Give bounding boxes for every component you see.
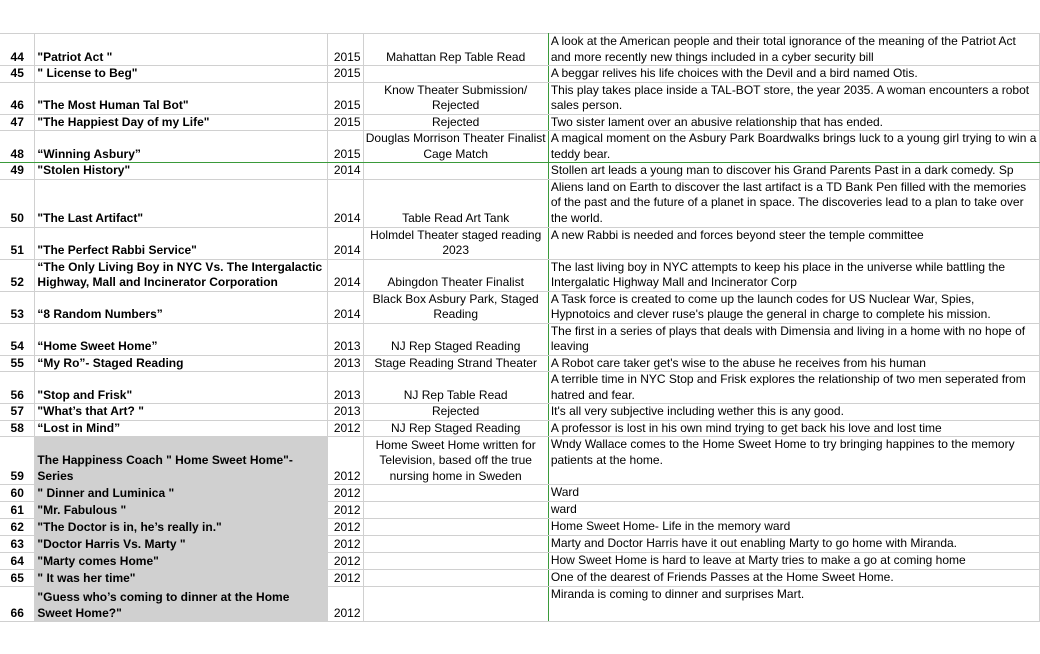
year-cell[interactable]: 2012	[328, 420, 363, 437]
row-number-cell[interactable]: 44	[0, 34, 35, 66]
description-cell[interactable]: A Robot care taker get's wise to the abuse he receives from his human	[548, 355, 1039, 372]
row-number-cell[interactable]: 53	[0, 291, 35, 323]
year-cell[interactable]: 2012	[328, 570, 363, 587]
title-cell[interactable]: “8 Random Numbers”	[35, 291, 328, 323]
year-cell[interactable]: 2014	[328, 227, 363, 259]
table-row	[0, 420, 1040, 437]
year-cell[interactable]: 2012	[328, 536, 363, 553]
title-cell[interactable]: "The Last Artifact"	[35, 179, 328, 227]
row-number-cell[interactable]: 63	[0, 536, 35, 553]
description-cell[interactable]: Marty and Doctor Harris have it out enabling Marty to go home with Miranda.	[548, 536, 1039, 553]
row-number-cell[interactable]: 46	[0, 82, 35, 114]
year-cell[interactable]: 2015	[328, 114, 363, 131]
title-cell[interactable]: " License to Beg"	[35, 66, 328, 83]
production-cell[interactable]: Abingdon Theater Finalist	[363, 259, 548, 291]
production-cell[interactable]: Table Read Art Tank	[363, 179, 548, 227]
title-cell[interactable]: "The Happiest Day of my Life"	[35, 114, 328, 131]
production-cell[interactable]	[363, 570, 548, 587]
description-cell[interactable]: A magical moment on the Asbury Park Boardwalks brings luck to a young girl trying to win a teddy bear.	[548, 131, 1039, 163]
title-cell[interactable]: "Mr. Fabulous "	[35, 502, 328, 519]
year-cell[interactable]: 2012	[328, 553, 363, 570]
title-cell[interactable]: “My Ro”- Staged Reading	[35, 355, 328, 372]
row-number-cell[interactable]: 47	[0, 114, 35, 131]
production-cell[interactable]	[363, 66, 548, 83]
production-cell[interactable]: Black Box Asbury Park, Staged Reading	[363, 291, 548, 323]
production-cell[interactable]	[363, 553, 548, 570]
year-cell[interactable]: 2012	[328, 485, 363, 502]
plays-table-body	[0, 34, 1040, 622]
description-cell[interactable]: One of the dearest of Friends Passes at the Home Sweet Home.	[548, 570, 1039, 587]
description-cell[interactable]: Stollen art leads a young man to discover his Grand Parents Past in a dark comedy. Sp	[548, 163, 1039, 180]
table-row	[0, 404, 1040, 421]
row-number-cell[interactable]: 56	[0, 372, 35, 404]
title-cell[interactable]: " Dinner and Luminica "	[35, 485, 328, 502]
row-number-cell[interactable]: 49	[0, 163, 35, 180]
production-cell[interactable]: Rejected	[363, 114, 548, 131]
production-cell[interactable]: Stage Reading Strand Theater	[363, 355, 548, 372]
description-cell[interactable]: Ward	[548, 485, 1039, 502]
table-row	[0, 179, 1040, 227]
year-cell[interactable]: 2012	[328, 587, 363, 622]
row-number-cell[interactable]: 58	[0, 420, 35, 437]
row-number-cell[interactable]: 62	[0, 519, 35, 536]
table-row	[0, 485, 1040, 502]
row-number-cell[interactable]: 65	[0, 570, 35, 587]
title-cell[interactable]: "Guess who’s coming to dinner at the Home Sweet Home?"	[35, 587, 328, 622]
production-cell[interactable]	[363, 519, 548, 536]
description-cell[interactable]: Miranda is coming to dinner and surprises Mart.	[548, 587, 1039, 622]
title-cell[interactable]: The Happiness Coach " Home Sweet Home"-Series	[35, 437, 328, 485]
production-cell[interactable]: Home Sweet Home written for Television, based off the true nursing home in Sweden	[363, 437, 548, 485]
year-cell[interactable]: 2012	[328, 437, 363, 485]
year-cell[interactable]: 2014	[328, 163, 363, 180]
row-number-cell[interactable]: 54	[0, 323, 35, 355]
table-row	[0, 163, 1040, 180]
row-number-cell[interactable]: 50	[0, 179, 35, 227]
description-cell[interactable]: A new Rabbi is needed and forces beyond steer the temple committee	[548, 227, 1039, 259]
year-cell[interactable]: 2014	[328, 291, 363, 323]
production-cell[interactable]	[363, 536, 548, 553]
row-number-cell[interactable]: 61	[0, 502, 35, 519]
table-row	[0, 227, 1040, 259]
table-row	[0, 437, 1040, 485]
description-cell[interactable]: The last living boy in NYC attempts to keep his place in the universe while battling the Intergalatic Highway Mall and Incinerator Corp	[548, 259, 1039, 291]
description-cell[interactable]: A Task force is created to come up the launch codes for US Nuclear War, Spies, Hypnotoics and clever ruse's plauge the general in charge to complete his mission.	[548, 291, 1039, 323]
table-row	[0, 291, 1040, 323]
title-cell[interactable]: “Home Sweet Home”	[35, 323, 328, 355]
description-cell[interactable]: A terrible time in NYC Stop and Frisk explores the relationship of two men seperated from hatred and fear.	[548, 372, 1039, 404]
plays-table	[0, 33, 1040, 622]
table-row	[0, 536, 1040, 553]
production-cell[interactable]: Mahattan Rep Table Read	[363, 34, 548, 66]
table-row	[0, 114, 1040, 131]
title-cell[interactable]: "The Most Human Tal Bot"	[35, 82, 328, 114]
year-cell[interactable]: 2013	[328, 355, 363, 372]
title-cell[interactable]: "What’s that Art? "	[35, 404, 328, 421]
table-row	[0, 66, 1040, 83]
description-cell[interactable]: A professor is lost in his own mind trying to get back his love and lost time	[548, 420, 1039, 437]
year-cell[interactable]: 2015	[328, 131, 363, 163]
production-cell[interactable]: Douglas Morrison Theater Finalist Cage Match	[363, 131, 548, 163]
year-cell[interactable]: 2014	[328, 259, 363, 291]
production-cell[interactable]: Rejected	[363, 404, 548, 421]
production-cell[interactable]	[363, 587, 548, 622]
description-cell[interactable]: Aliens land on Earth to discover the last artifact is a TD Bank Pen filled with the memories of the past and the future of a planet in space. The discoveries lead to a plan to take over the world.	[548, 179, 1039, 227]
table-row	[0, 259, 1040, 291]
title-cell[interactable]: "Marty comes Home"	[35, 553, 328, 570]
year-cell[interactable]: 2013	[328, 323, 363, 355]
year-cell[interactable]: 2012	[328, 502, 363, 519]
description-cell[interactable]: Wndy Wallace comes to the Home Sweet Home to try bringing happines to the memory patients at the home.	[548, 437, 1039, 485]
description-cell[interactable]: ward	[548, 502, 1039, 519]
title-cell[interactable]: “Lost in Mind”	[35, 420, 328, 437]
year-cell[interactable]: 2015	[328, 66, 363, 83]
description-cell[interactable]: A beggar relives his life choices with the Devil and a bird named Otis.	[548, 66, 1039, 83]
production-cell[interactable]: Holmdel Theater staged reading 2023	[363, 227, 548, 259]
production-cell[interactable]	[363, 502, 548, 519]
row-number-cell[interactable]: 48	[0, 131, 35, 163]
title-cell[interactable]: "Stolen History"	[35, 163, 328, 180]
row-number-cell[interactable]: 64	[0, 553, 35, 570]
table-row	[0, 519, 1040, 536]
description-cell[interactable]: It's all very subjective including wether this is any good.	[548, 404, 1039, 421]
title-cell[interactable]: "Patriot Act "	[35, 34, 328, 66]
table-row	[0, 372, 1040, 404]
year-cell[interactable]: 2014	[328, 179, 363, 227]
description-cell[interactable]: Two sister lament over an abusive relationship that has ended.	[548, 114, 1039, 131]
row-number-cell[interactable]: 52	[0, 259, 35, 291]
title-cell[interactable]: “Winning Asbury”	[35, 131, 328, 163]
row-number-cell[interactable]: 55	[0, 355, 35, 372]
production-cell[interactable]	[363, 163, 548, 180]
title-cell[interactable]: "The Perfect Rabbi Service"	[35, 227, 328, 259]
production-cell[interactable]	[363, 485, 548, 502]
row-number-cell[interactable]: 66	[0, 587, 35, 622]
table-row	[0, 502, 1040, 519]
description-cell[interactable]: A look at the American people and their total ignorance of the meaning of the Patriot Act and more recently new things included in a cyber security bill	[548, 34, 1039, 66]
table-row	[0, 587, 1040, 622]
spreadsheet-sheet	[0, 33, 1037, 620]
year-cell[interactable]: 2012	[328, 519, 363, 536]
row-number-cell[interactable]: 60	[0, 485, 35, 502]
year-cell[interactable]: 2013	[328, 404, 363, 421]
description-cell[interactable]: How Sweet Home is hard to leave at Marty tries to make a go at coming home	[548, 553, 1039, 570]
table-row	[0, 323, 1040, 355]
description-cell[interactable]: The first in a series of plays that deals with Dimensia and living in a home with no hope of leaving	[548, 323, 1039, 355]
title-cell[interactable]: " It was her time"	[35, 570, 328, 587]
table-row	[0, 570, 1040, 587]
title-cell[interactable]: “The Only Living Boy in NYC Vs. The Intergalactic Highway, Mall and Incinerator Corporation	[35, 259, 328, 291]
table-row	[0, 82, 1040, 114]
row-number-cell[interactable]: 51	[0, 227, 35, 259]
table-row	[0, 553, 1040, 570]
production-cell[interactable]: NJ Rep Table Read	[363, 372, 548, 404]
year-cell[interactable]: 2015	[328, 82, 363, 114]
row-number-cell[interactable]: 45	[0, 66, 35, 83]
row-number-cell[interactable]: 57	[0, 404, 35, 421]
row-number-cell[interactable]: 59	[0, 437, 35, 485]
production-cell[interactable]: NJ Rep Staged Reading	[363, 420, 548, 437]
table-row	[0, 34, 1040, 66]
description-cell[interactable]: This play takes place inside a TAL-BOT store, the year 2035. A woman encounters a robot sales person.	[548, 82, 1039, 114]
title-cell[interactable]: "Stop and Frisk"	[35, 372, 328, 404]
description-cell[interactable]: Home Sweet Home- Life in the memory ward	[548, 519, 1039, 536]
year-cell[interactable]: 2013	[328, 372, 363, 404]
production-cell[interactable]: NJ Rep Staged Reading	[363, 323, 548, 355]
production-cell[interactable]: Know Theater Submission/ Rejected	[363, 82, 548, 114]
title-cell[interactable]: "The Doctor is in, he’s really in."	[35, 519, 328, 536]
table-row	[0, 131, 1040, 163]
title-cell[interactable]: "Doctor Harris Vs. Marty "	[35, 536, 328, 553]
year-cell[interactable]: 2015	[328, 34, 363, 66]
table-row	[0, 355, 1040, 372]
